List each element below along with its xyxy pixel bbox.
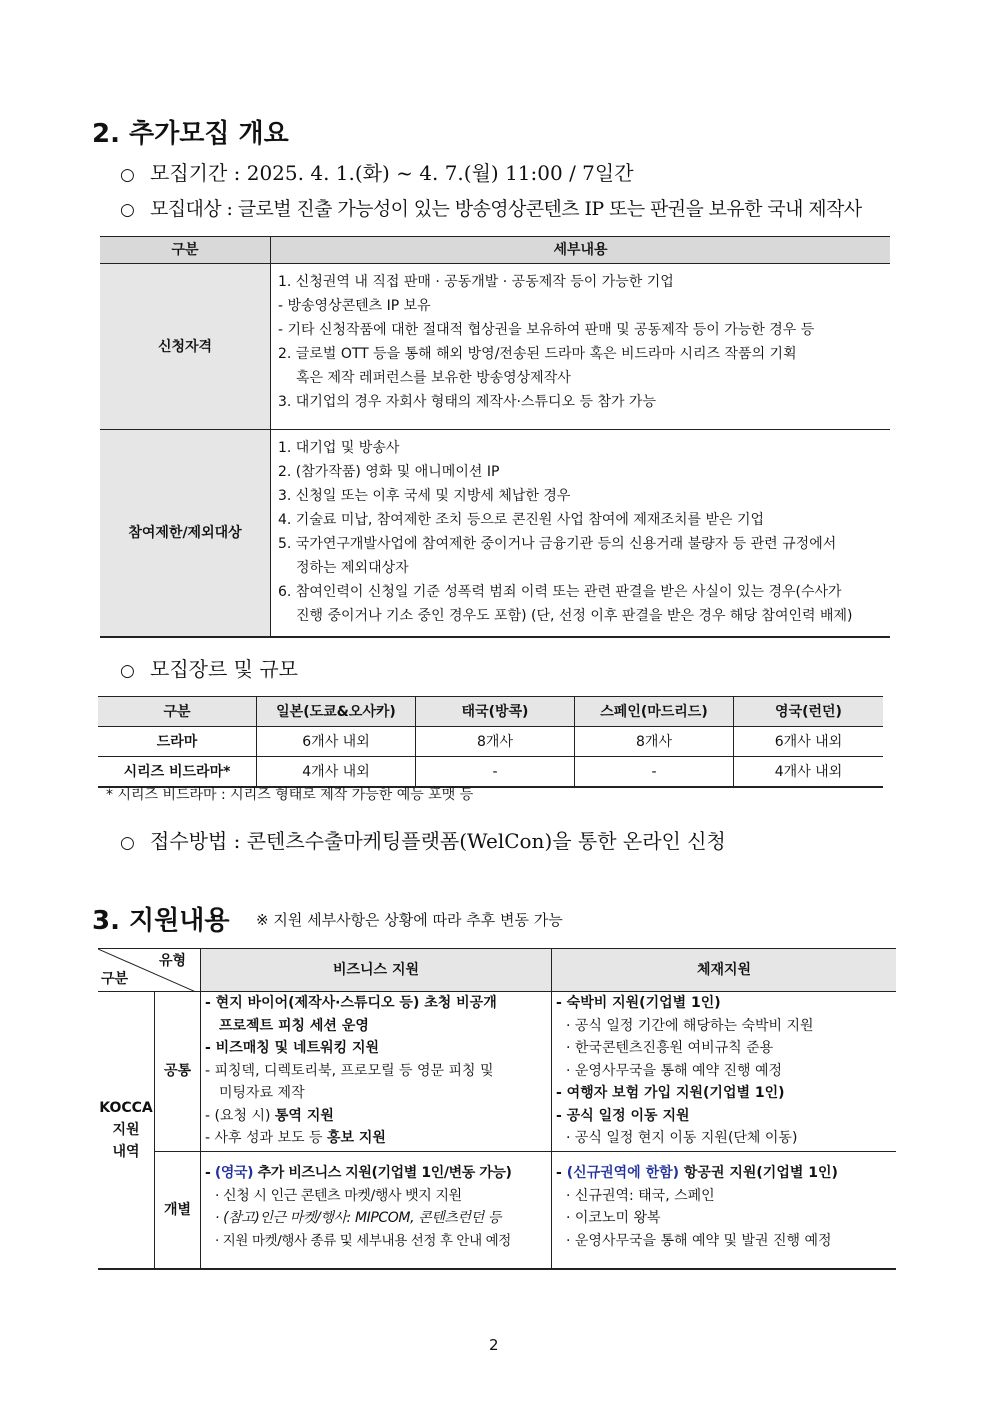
eligibility-table — [100, 236, 890, 638]
bullet-circle-icon: ○ — [120, 200, 135, 220]
content-line: 2. (참가작품) 영화 및 애니메이션 IP — [278, 464, 500, 480]
content-line: 4. 기술료 미납, 참여제한 조치 등으로 콘진원 사업 참여에 제재조치를 받은 기업 — [278, 512, 765, 528]
content-text: - 사후 성과 보도 등 — [205, 1130, 327, 1146]
content-line: 6. 참여인력이 신청일 기준 성폭력 범죄 이력 또는 관련 판결을 받은 사실이 있는 경우(수사가 — [278, 584, 842, 600]
genre-cell: 8개사 — [416, 727, 575, 757]
content-line: 1. 신청권역 내 직접 판매 · 공동개발 · 공동제작 등이 가능한 기업 — [278, 274, 674, 290]
content-line: - 여행자 보험 가입 지원(기업별 1인) — [556, 1085, 785, 1101]
content-line: - 방송영상콘텐츠 IP 보유 — [278, 298, 431, 314]
content-line: - 숙박비 지원(기업별 1인) — [556, 995, 721, 1011]
eligibility-row-content — [271, 264, 891, 430]
support-table — [98, 948, 896, 1270]
details-label: 내역 — [112, 1143, 140, 1160]
corner-category-label: 구분 — [101, 970, 129, 987]
individual-business-cell — [201, 1152, 552, 1269]
content-line — [556, 1162, 892, 1185]
bullet-circle-icon: ○ — [120, 661, 135, 681]
content-text: 추가 비즈니스 지원(기업별 1인/변동 가능) — [253, 1165, 512, 1181]
content-line: · 신청 시 인근 콘텐츠 마켓/행사 뱃지 지원 — [215, 1187, 462, 1204]
genre-cell: 6개사 내외 — [257, 727, 416, 757]
content-line — [205, 1127, 547, 1150]
content-line: - 현지 바이어(제작사·스튜디오 등) 초청 비공개 — [205, 995, 497, 1011]
common-business-cell — [201, 992, 552, 1152]
page-number: 2 — [489, 1336, 499, 1354]
support-label: 지원 — [112, 1121, 140, 1138]
kocca-group-label — [98, 992, 155, 1269]
genre-cell: - — [575, 757, 734, 788]
content-text: - — [556, 1165, 567, 1181]
genre-header: 구분 — [98, 697, 257, 727]
genre-cell: 4개사 내외 — [734, 757, 884, 788]
genre-footnote: * 시리즈 비드라마 : 시리즈 형태로 제작 가능한 예능 포맷 등 — [106, 787, 474, 803]
content-text-blue: (영국) — [214, 1165, 254, 1181]
restriction-row-label: 참여제한/제외대상 — [100, 430, 271, 637]
genre-table — [98, 696, 883, 788]
content-line — [205, 1105, 547, 1128]
content-text-bold: 홍보 지원 — [326, 1130, 386, 1146]
recruit-target — [120, 194, 862, 221]
common-stay-cell — [552, 992, 897, 1152]
eligibility-row-label: 신청자격 — [100, 264, 271, 430]
genre-header: 영국(런던) — [734, 697, 884, 727]
content-line: 3. 신청일 또는 이후 국세 및 지방세 체납한 경우 — [278, 488, 571, 504]
genre-heading — [120, 653, 298, 682]
genre-cell: 드라마 — [98, 727, 257, 757]
individual-label: 개별 — [155, 1152, 201, 1269]
content-text-bold: 통역 지원 — [274, 1107, 334, 1124]
content-line: 2. 글로벌 OTT 등을 통해 해외 방영/전송된 드라마 혹은 비드라마 시리즈 작품의 기획 — [278, 346, 797, 362]
content-line: · 지원 마켓/행사 종류 및 세부내용 선정 후 안내 예정 — [215, 1232, 511, 1249]
recruit-period — [120, 157, 634, 186]
section-3-note: ※ 지원 세부사항은 상황에 따라 추후 변동 가능 — [256, 911, 563, 929]
content-line: 1. 대기업 및 방송사 — [278, 440, 400, 456]
content-line: - 기타 신청작품에 대한 절대적 협상권을 보유하여 판매 및 공동제작 등이 가능한 경우 등 — [278, 322, 815, 338]
content-line: 혹은 제작 레퍼런스를 보유한 방송영상제작사 — [296, 370, 571, 386]
genre-cell: 시리즈 비드라마* — [98, 757, 257, 788]
corner-type-label: 유형 — [158, 953, 186, 969]
individual-stay-cell — [552, 1152, 897, 1269]
content-line: · 공식 일정 현지 이동 지원(단체 이동) — [566, 1130, 798, 1146]
bullet-circle-icon: ○ — [120, 833, 135, 853]
eligibility-header-detail: 세부내용 — [271, 237, 891, 264]
content-line: · 한국콘텐츠진흥원 여비규칙 준용 — [566, 1040, 774, 1056]
content-text: 항공권 지원(기업별 1인) — [679, 1165, 838, 1181]
apply-method — [120, 825, 726, 854]
genre-heading-text: 모집장르 및 규모 — [150, 657, 298, 681]
header-business-support: 비즈니스 지원 — [201, 949, 552, 992]
content-text: - (요청 시) — [205, 1107, 275, 1124]
header-stay-support: 체재지원 — [552, 949, 897, 992]
restriction-row-content — [271, 430, 891, 637]
common-label: 공통 — [155, 992, 201, 1152]
content-line: 프로젝트 피칭 세션 운영 — [219, 1017, 369, 1034]
genre-header: 스페인(마드리드) — [575, 697, 734, 727]
content-line: · 운영사무국을 통해 예약 진행 예정 — [566, 1062, 783, 1079]
genre-cell: - — [416, 757, 575, 788]
genre-cell: 4개사 내외 — [257, 757, 416, 788]
content-line: · 신규권역: 태국, 스페인 — [566, 1187, 715, 1204]
content-line: - 공식 일정 이동 지원 — [556, 1107, 690, 1124]
content-line: 미팅자료 제작 — [219, 1085, 305, 1101]
recruit-target-text: 모집대상 : 글로벌 진출 가능성이 있는 방송영상콘텐츠 IP 또는 판권을 보유한 국내 제작사 — [150, 198, 862, 220]
content-line: · (참고)인근 마켓/행사: MIPCOM, 콘텐츠런던 등 — [215, 1210, 501, 1226]
eligibility-header-category: 구분 — [100, 237, 271, 264]
kocca-label: KOCCA — [99, 1099, 153, 1116]
recruit-period-text: 모집기간 : 2025. 4. 1.(화) ~ 4. 7.(월) 11:00 / 7일간 — [150, 161, 634, 185]
section-2-title: 2. 추가모집 개요 — [92, 119, 289, 149]
content-line: - 피칭덱, 디렉토리북, 프로모릴 등 영문 피칭 및 — [205, 1062, 494, 1079]
content-line: 정하는 제외대상자 — [296, 560, 409, 576]
content-line: - 비즈매칭 및 네트워킹 지원 — [205, 1040, 380, 1056]
genre-header: 태국(방콕) — [416, 697, 575, 727]
content-line: 5. 국가연구개발사업에 참여제한 중이거나 금융기관 등의 신용거래 불량자 등 관련 규정에서 — [278, 536, 837, 552]
content-line: · 이코노미 왕복 — [566, 1210, 661, 1226]
corner-cell — [98, 949, 201, 992]
content-line: · 공식 일정 기간에 해당하는 숙박비 지원 — [566, 1017, 814, 1034]
section-3-title: 3. 지원내용 — [92, 906, 230, 936]
content-line — [205, 1162, 547, 1185]
content-line: · 운영사무국을 통해 예약 및 발권 진행 예정 — [566, 1232, 832, 1249]
content-line: 3. 대기업의 경우 자회사 형태의 제작사·스튜디오 등 참가 가능 — [278, 394, 656, 410]
genre-cell: 8개사 — [575, 727, 734, 757]
bullet-circle-icon: ○ — [120, 165, 135, 185]
genre-header: 일본(도쿄&오사카) — [257, 697, 416, 727]
content-text-blue: (신규권역에 한함) — [566, 1165, 680, 1181]
content-line: 진행 중이거나 기소 중인 경우도 포함) (단, 선정 이후 판결을 받은 경우 해당 참여인력 배제) — [296, 608, 853, 624]
genre-cell: 6개사 내외 — [734, 727, 884, 757]
apply-method-text: 접수방법 : 콘텐츠수출마케팅플랫폼(WelCon)을 통한 온라인 신청 — [150, 829, 726, 853]
content-text: - — [205, 1165, 215, 1181]
